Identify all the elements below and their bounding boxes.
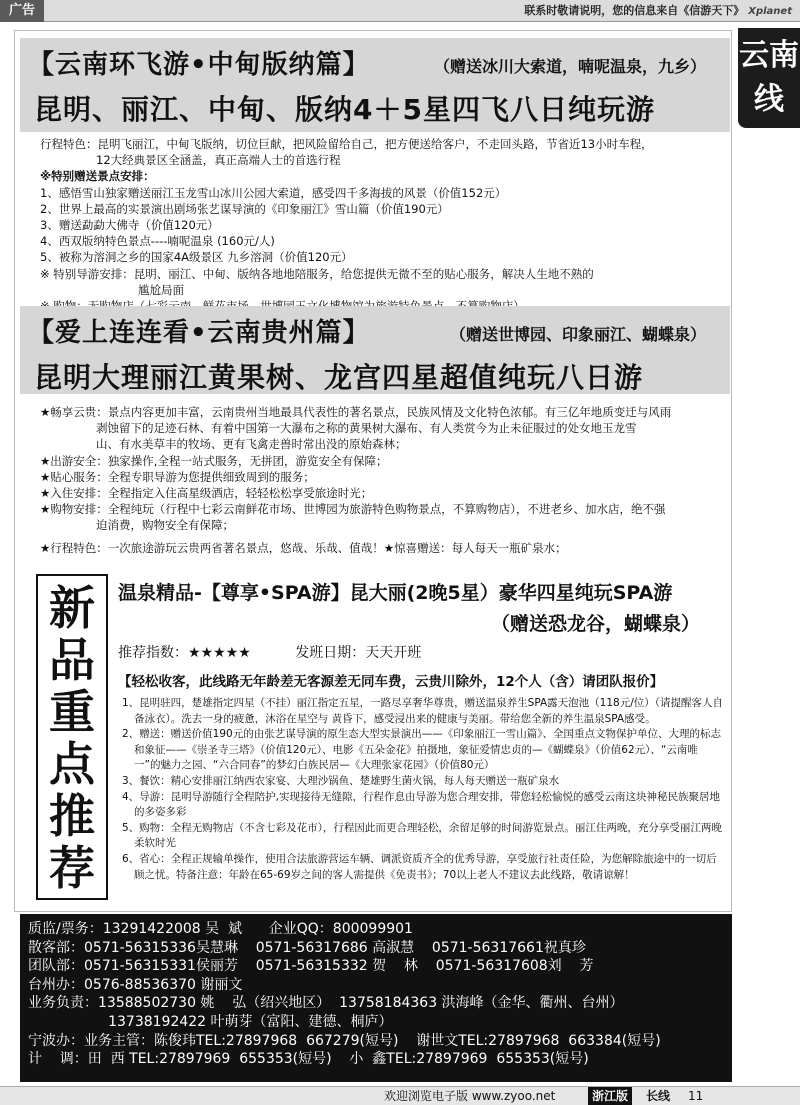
tour1-line: 4、西双版纳特色景点----喃呢温泉 (160元/人) xyxy=(40,234,275,249)
section-tab-label: 云南线 xyxy=(739,38,799,117)
featured-item: 2、赠送：赠送价值190元的由张艺谋导演的原生态大型实景演出——《印象丽江一雪山篇》、全国重点文物保护单位、大理的标志和象征——《崇圣寺三塔》（价值120元）、电影《五朵金花》拍摄地，象征爱情忠贞的—《蝴蝶泉》（价值62元）、“云南唯一”的魅力之园、“六合同春”的梦幻白族民居—《大理张家花园》（价值80元） xyxy=(122,728,721,772)
tour1-line: 尴尬局面 xyxy=(138,282,184,297)
tour2-details xyxy=(40,404,700,556)
tour1-details xyxy=(40,136,700,314)
featured-tour xyxy=(118,578,724,883)
featured-gift: （赠送恐龙谷，蝴蝶泉） xyxy=(490,613,700,635)
featured-items xyxy=(118,696,724,883)
featured-item: 6、省心：全程正规输单操作，使用合法旅游营运车辆、调派资质齐全的优秀导游，享受旅行社责任险，为您解除旅途中的一切后顾之忧。特备注意：年龄在65-69岁之间的客人需提供《免责书》；70以上老人不建议去此线路，敬请谅解！ xyxy=(122,852,717,881)
tour2-line: ★畅享云贵：景点内容更加丰富，云南贵州当地最具代表性的著名景点，民族风情及文化特色浓郁。有三亿年地质变迁与风雨 xyxy=(40,405,672,419)
contact-line: 台州办：0576-88536370 谢丽文 xyxy=(28,976,243,993)
tour1-line: 行程特色：昆明飞丽江，中甸飞版纳，切位巨献，把风险留给自己，把方便送给客户，不走回头路，节省近13小时车程， xyxy=(40,137,653,151)
contact-line: 业务负责：13588502730 姚 弘（绍兴地区） 13758184363 洪海峰（金华、衢州、台州） xyxy=(28,995,624,1012)
tour2-gift: （赠送世博园、印象丽江、蝴蝶泉） xyxy=(449,325,706,344)
contact-line: 散客部：0571-56315336吴慧琳 0571-56317686 高淑慧 0571-56317661祝真珍 xyxy=(28,939,586,956)
tour1-line: 12大经典景区全涵盖，真正高端人士的首选行程 xyxy=(96,153,341,168)
featured-char: 重 xyxy=(49,685,95,739)
featured-char: 品 xyxy=(49,633,95,687)
publication-logo: Xplanet xyxy=(748,6,792,17)
tour2-title: 【爱上连连看•云南贵州篇】 xyxy=(28,318,370,348)
tour1-line: 2、世界上最高的实景演出剧场张艺谋导演的《印象丽江》雪山篇（价值190元） xyxy=(40,201,449,216)
top-header-bar xyxy=(0,0,800,22)
tour1-line: 5、被称为溶洞之乡的国家4A级景区 九乡溶洞（价值120元） xyxy=(40,250,353,265)
tour1-line: 1、感悟雪山独家赠送丽江玉龙雪山冰川公园大索道，感受四千多海拔的风景（价值152元） xyxy=(40,185,507,200)
tour1-line: ※ 特别导游安排：昆明、丽江、中甸、版纳各地地陪服务，给您提供无微不至的贴心服务，解决人生地不熟的 xyxy=(40,266,594,281)
tour2-line: ★行程特色：一次旅途游玩云贵两省著名景点，悠哉、乐哉、值哉！★惊喜赠送：每人每天一瓶矿泉水； xyxy=(40,540,567,555)
featured-item: 3、餐饮：精心安排丽江纳西农家宴、大理沙锅鱼、楚雄野生菌火锅，每人每天赠送一瓶矿泉水 xyxy=(122,774,560,787)
region-badge: 浙江版 xyxy=(588,1087,632,1105)
rating: 推荐指数：★★★★★ xyxy=(118,645,251,661)
section-tab xyxy=(738,28,800,128)
featured-notice: 【轻松收客，此线路无年龄差无客源差无同车费，云贵川除外，12个人（含）请团队报价】 xyxy=(118,674,664,690)
featured-title: 温泉精品-【尊享•SPA游】昆大丽(2晚5星）豪华四星纯玩SPA游 xyxy=(118,582,673,604)
featured-item: 4、导游：昆明导游随行全程陪护,实现接待无缝隙，行程作息由导游为您合理安排，带您轻松愉悦的感受云南这块神秘民族聚居地的多姿多彩 xyxy=(122,790,721,819)
tour2-line: ★贴心服务：全程专职导游为您提供细致周到的服务； xyxy=(40,469,315,484)
tour2-line: 山、有水美草丰的牧场、更有飞禽走兽时常出没的原始森林； xyxy=(96,437,407,452)
tour1-line: ※特别赠送景点安排： xyxy=(40,169,155,184)
page-number: 11 xyxy=(688,1089,704,1103)
ad-tag: 广告 xyxy=(0,0,44,22)
contact-line: 13738192422 叶萌芽（富阳、建德、桐庐） xyxy=(28,1013,393,1030)
tour1-gift: （赠送冰川大索道，喃呢温泉，九乡） xyxy=(433,57,706,76)
footer-bar xyxy=(0,1086,800,1105)
tour2-line: 剥蚀留下的足迹石林、有着中国第一大瀑布之称的黄果树大瀑布、有人类赏今为止未征服过的处女地玉龙雪 xyxy=(96,421,637,436)
contact-line: 宁波办：业务主管：陈俊玮TEL:27897968 667279(短号) 谢世文TEL:27897968 663384(短号) xyxy=(28,1032,661,1049)
tour2-line: ★出游安全：独家操作,全程一站式服务，无拼团，游览安全有保障； xyxy=(40,453,388,468)
featured-label xyxy=(36,574,108,900)
tour1-line: 3、赠送勐勐大佛寺（价值120元） xyxy=(40,218,219,233)
contact-panel xyxy=(20,914,732,1082)
header-note xyxy=(524,0,792,22)
line-type: 长线 xyxy=(646,1089,671,1103)
tour2-line: ★购物安排：全程纯玩（行程中七彩云南鲜花市场、世博园为旅游特色购物景点，不算购物店），不进老乡、加水店，绝不强 xyxy=(40,502,666,517)
contact-line: 团队部：0571-56315331侯丽芳 0571-56315332 贺 林 0571-56317608刘 芳 xyxy=(28,958,594,975)
tour1-headline: 昆明、丽江、中甸、版纳4＋5星四飞八日纯玩游 xyxy=(34,93,655,126)
tour2-banner xyxy=(20,306,730,394)
tour2-line: ★入住安排：全程指定入住高星级酒店，轻轻松松享受旅途时光； xyxy=(40,486,373,501)
featured-char: 点 xyxy=(49,737,95,791)
featured-char: 推 xyxy=(49,789,95,843)
featured-item: 1、昆明驻四，楚雄指定四星（不挂）丽江指定五星，一路尽享奢华尊贵，赠送温泉养生SPA露天泡池（118元/位）（请提醒客人自备泳衣）。洗去一身的疲惫，沐浴在星空与 黄昏下，感受浸出来的健康与美丽。带给您全新的养生温泉SPA感受。 xyxy=(122,697,724,725)
featured-char: 荐 xyxy=(49,841,95,895)
header-note-text: 联系时敬请说明，您的信息来自《信游天下》 xyxy=(524,4,745,17)
featured-item: 5、购物：全程无购物店（不含七彩及花市），行程因此而更合理轻松，余留足够的时间游览景点。丽江住两晚，充分享受丽江两晚柔软时光 xyxy=(122,821,722,850)
featured-char: 新 xyxy=(49,581,95,635)
contact-line: 计 调：田 西 TEL:27897969 655353(短号) 小 鑫TEL:27897969 655353(短号) xyxy=(28,1051,589,1068)
featured-meta xyxy=(118,642,724,662)
tour2-line: 迫消费，购物安全有保障； xyxy=(96,518,234,533)
contact-line: 质监/票务：13291422008 吴 斌 企业QQ：800099901 xyxy=(28,921,413,937)
departure-schedule: 发班日期：天天开班 xyxy=(295,645,422,661)
tour1-title: 【云南环飞游•中甸版纳篇】 xyxy=(28,50,370,80)
tour2-headline: 昆明大理丽江黄果树、龙宫四星超值纯玩八日游 xyxy=(34,361,644,394)
footer-url[interactable]: 欢迎浏览电子版 www.zyoo.net xyxy=(384,1089,556,1103)
tour1-banner xyxy=(20,38,730,132)
